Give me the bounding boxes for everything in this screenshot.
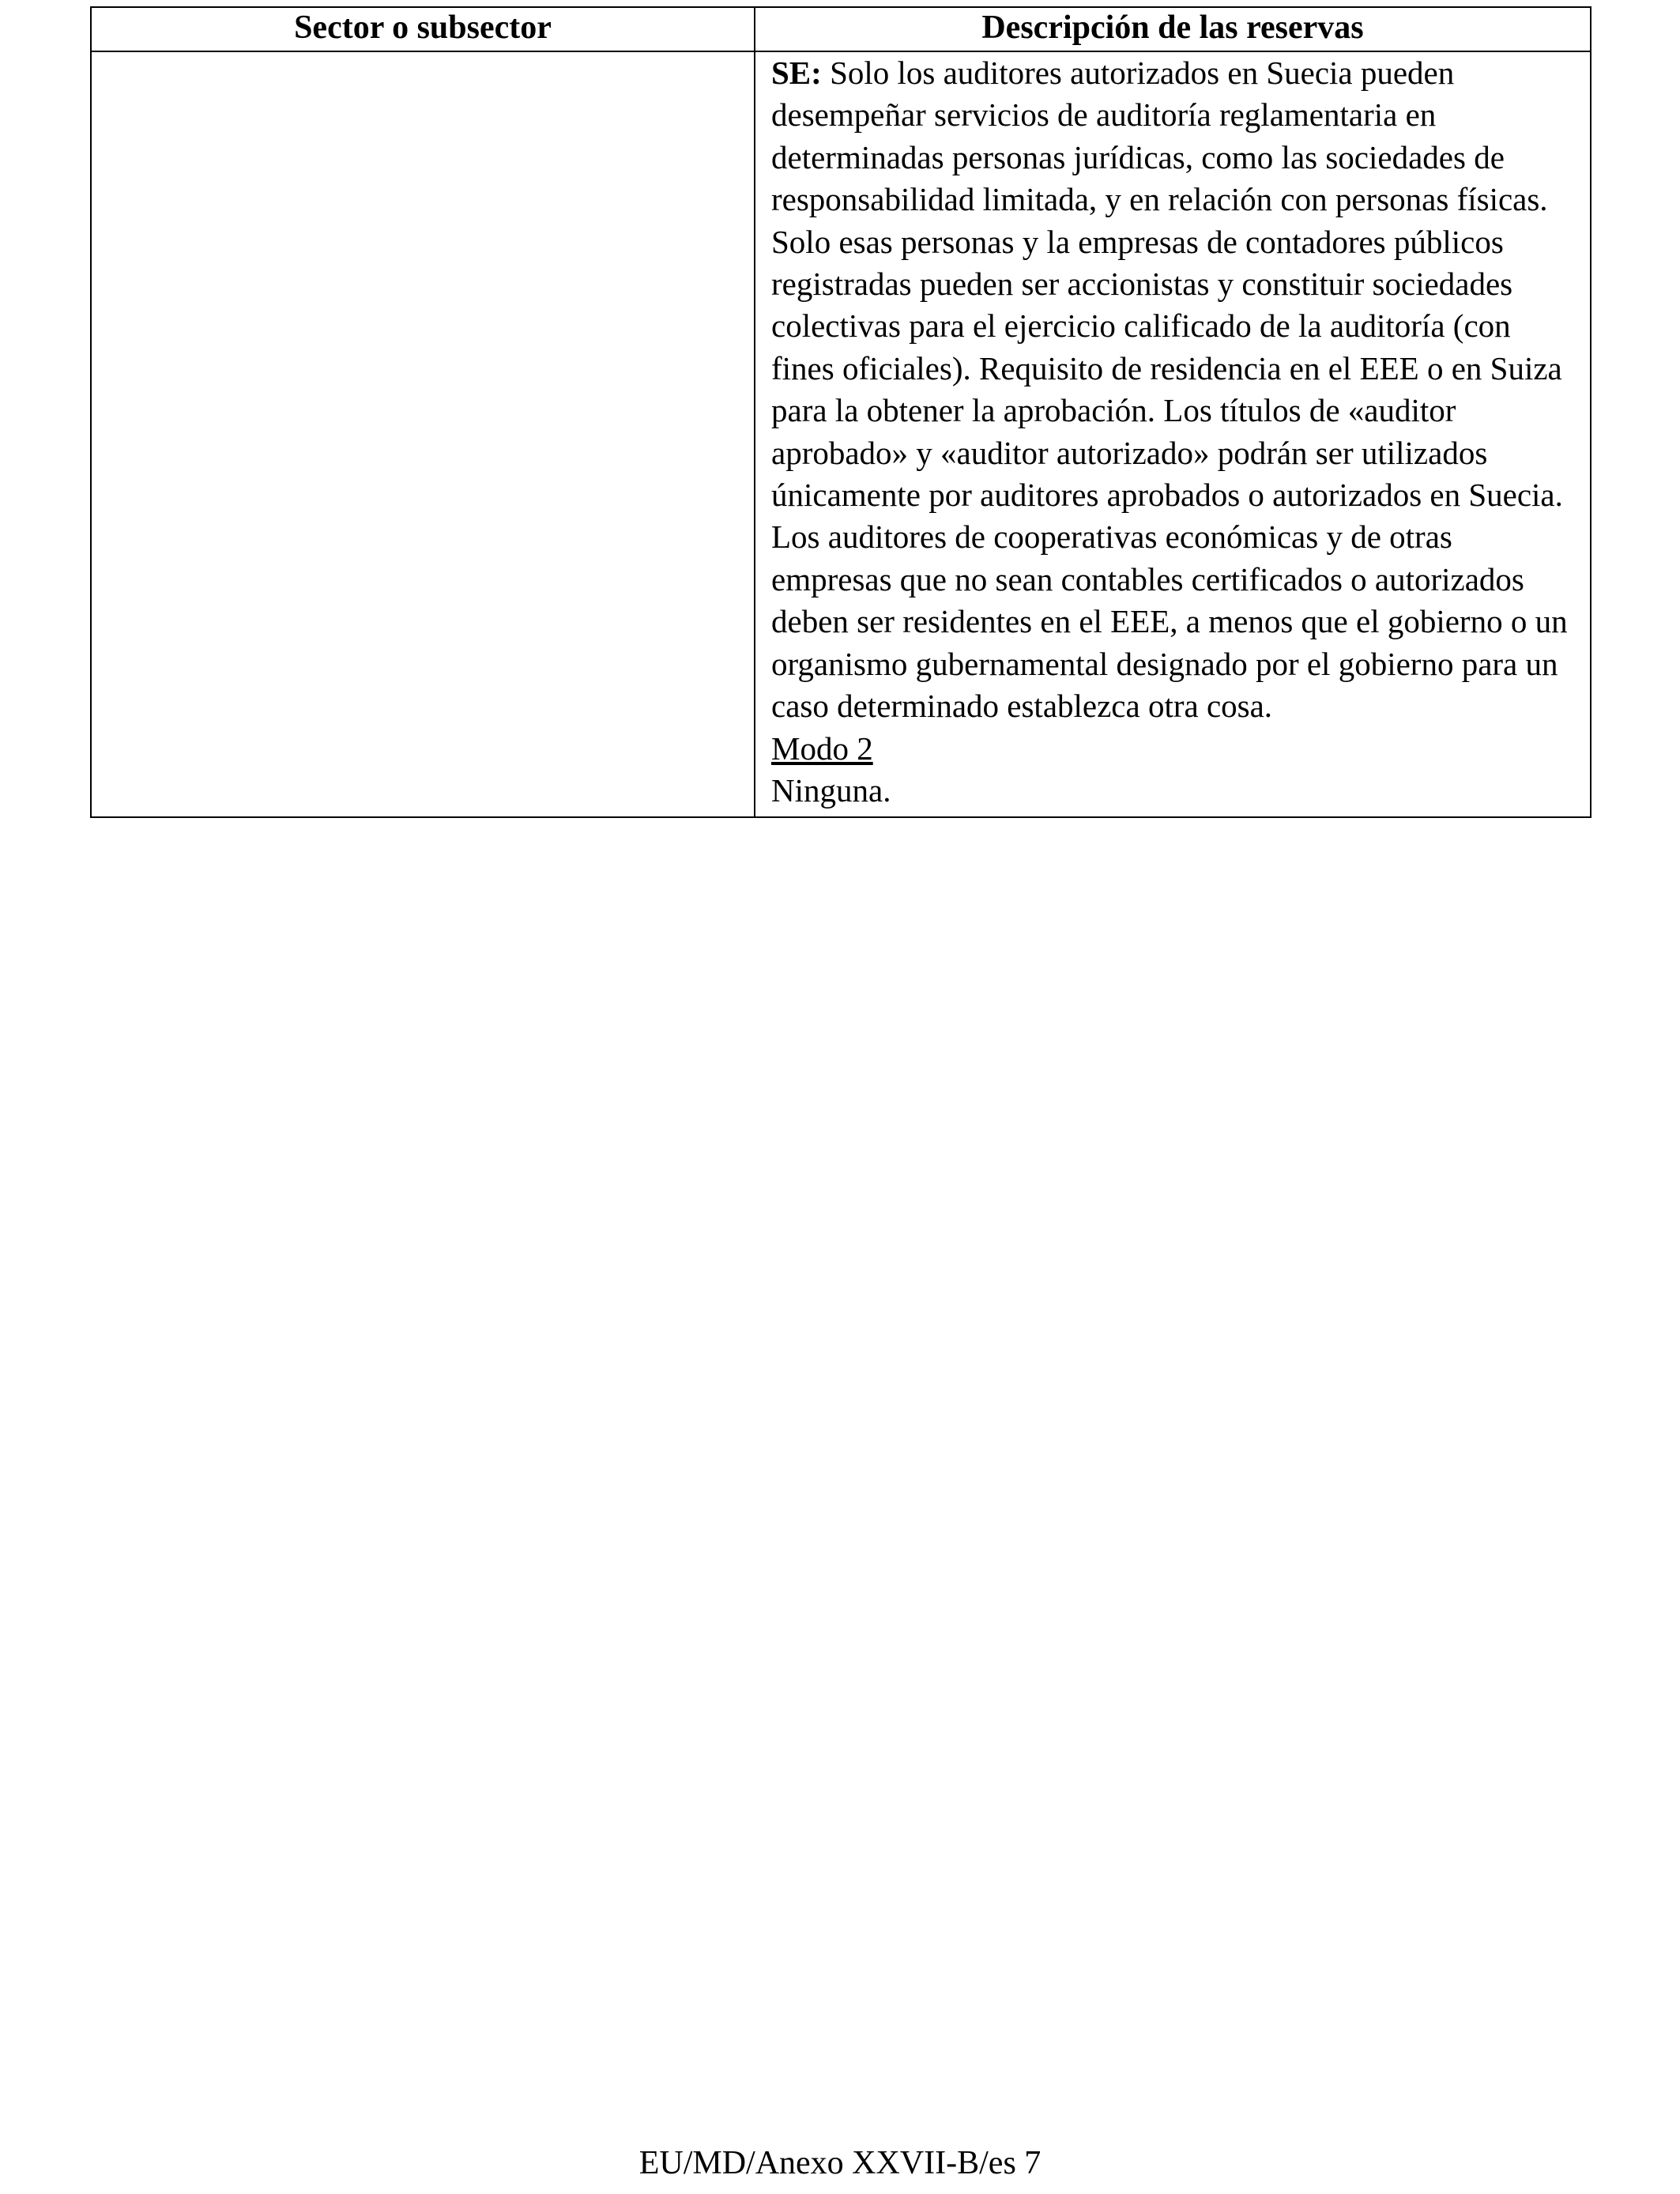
mode-text: Ninguna. [771,771,891,809]
header-sector: Sector o subsector [91,7,755,51]
reservation-paragraph [771,52,1579,728]
reservation-text: Solo los auditores autorizados en Suecia pueden desempeñar servicios de auditoría reglamentaria en determinadas personas jurídicas, como las sociedades de responsabilidad limitada, y en relación con personas físicas. Solo esas personas y la empresas de contadores públicos registradas pueden ser accionistas y constituir sociedades colectivas para el ejercicio calificado de la auditoría (con fines oficiales). Requisito de residencia en el EEE o en Suiza para la obtener la aprobación. Los títulos de «auditor aprobado» y «auditor autorizado» podrán ser utilizados únicamente por auditores aprobados o autorizados en Suecia. Los auditores de cooperativas económicas y de otras empresas que no sean contables certificados o autorizados deben ser residentes en el EEE, a menos que el gobierno o un organismo gubernamental designado por el gobierno para un caso determinado establezca otra cosa. [771,55,1568,725]
reservations-table [90,6,1591,818]
table-row [91,51,1591,817]
mode-heading: Modo 2 [771,729,873,767]
sector-cell [91,51,755,817]
page-footer-reference: EU/MD/Anexo XXVII-B/es 7 [638,2145,1042,2181]
table-header-row [91,7,1591,51]
header-description: Descripción de las reservas [755,7,1591,51]
description-cell [755,51,1591,817]
country-code: SE: [771,55,822,91]
